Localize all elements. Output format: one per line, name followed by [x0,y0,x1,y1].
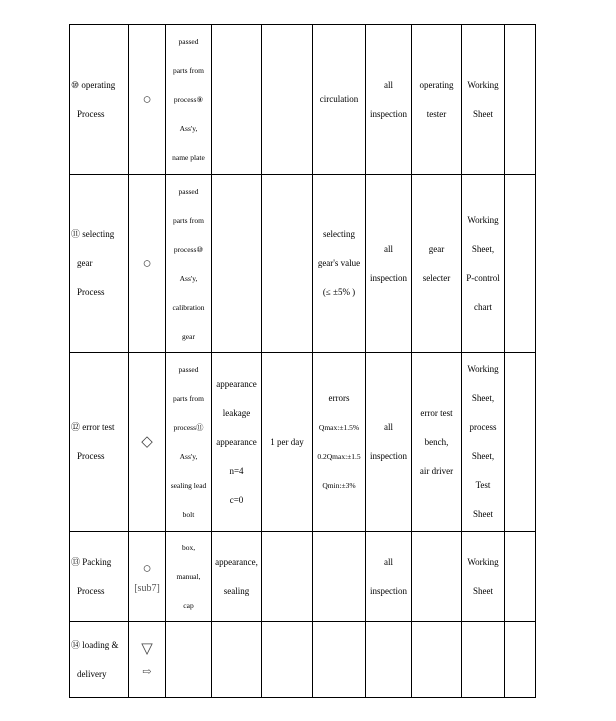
process-name-cell [70,175,129,353]
document-cell [462,175,505,353]
document-line: Working [467,214,499,225]
process-symbol-icon: ○ [142,91,152,108]
parts-cell [166,532,212,622]
process-name-content [70,548,128,606]
frequency-content [262,428,312,457]
parts-line: parts from [172,215,205,225]
process-name-line: ⑬ Packing [71,556,112,567]
frequency-cell [262,175,313,353]
check-line: c=0 [229,494,244,505]
frequency-cell [262,25,313,175]
document-line: Test [475,480,491,490]
empty-cell [505,622,536,698]
method-line: Qmax:±1.5% [318,423,360,432]
document-line: process [469,422,497,432]
document-line: Sheet, [471,243,495,254]
process-symbol-icon: ○ [142,255,152,272]
process-name-line: Process [77,585,105,596]
document-line: Working [467,364,499,374]
parts-line: bolt [182,510,195,519]
parts-cell [166,622,212,698]
process-name-line: ⑭ loading & [71,639,119,650]
check-content [212,370,261,515]
check-line: leakage [222,407,251,418]
check-line: n=4 [229,465,244,476]
empty-cell [505,532,536,622]
method-cell [313,175,366,353]
parts-line: gear [182,331,195,341]
table-row [70,175,536,353]
parts-cell [166,175,212,353]
parts-line: parts from [172,394,205,403]
process-name-line: Process [77,287,105,297]
equipment-line: tester [426,108,447,119]
inspection-content [366,235,411,293]
parts-line: process⑨ [173,95,204,104]
symbol-content [129,88,165,112]
check-cell [212,175,262,353]
method-cell [313,622,366,698]
empty-cell [505,175,536,353]
parts-line: process⑪ [173,423,204,432]
method-content [313,85,365,114]
process-name-line: gear [77,258,93,268]
symbol-cell [129,622,166,698]
process-symbol-icon: ◇ [141,434,153,450]
equipment-content [412,235,461,293]
symbol-cell [129,25,166,175]
check-cell [212,622,262,698]
symbol-cell [129,175,166,353]
check-line: appearance [216,436,257,447]
method-cell [313,25,366,175]
process-symbol-icon: ○ [142,560,152,577]
method-cell [313,353,366,532]
parts-content [166,533,211,620]
check-cell [212,353,262,532]
frequency-cell [262,622,313,698]
symbol-content [129,430,165,454]
process-name-content [70,220,128,307]
parts-cell [166,353,212,532]
arrow-right-icon: ⇨ [142,665,152,678]
document-line: Working [467,556,499,567]
parts-content [166,27,211,172]
symbol-cell [129,532,166,622]
document-cell [462,622,505,698]
parts-line: Ass'y, [179,452,198,461]
method-line: (≤ ±5% ) [322,287,356,297]
inspection-cell [366,353,412,532]
process-name-content [70,71,128,129]
inspection-cell [366,532,412,622]
empty-cell [505,25,536,175]
method-line: Qmin:±3% [322,481,356,490]
process-name-line: ⑩ operating [71,79,116,90]
check-content [212,548,261,606]
parts-content [166,177,211,351]
frequency-cell [262,353,313,532]
inspection-line: inspection [370,272,407,283]
process-name-cell [70,25,129,175]
check-line: appearance [216,378,257,389]
document-content [462,71,504,129]
frequency-cell [262,532,313,622]
check-line: sealing [223,585,250,596]
equipment-content [412,71,461,129]
inspection-cell [366,622,412,698]
table-row [70,622,536,698]
parts-line: process⑩ [173,244,204,254]
empty-cell [505,353,536,532]
equipment-cell [412,175,462,353]
parts-line: calibration [172,302,205,312]
parts-line: passed [178,37,199,46]
process-control-table [69,24,536,698]
document-cell [462,25,505,175]
document-line: Sheet [473,509,493,519]
check-line: appearance, [215,556,258,567]
process-name-content [70,413,128,471]
method-content [313,384,365,500]
process-name-line: Process [77,451,105,461]
inspection-content [366,71,411,129]
inspection-cell [366,25,412,175]
document-cell [462,532,505,622]
equipment-cell [412,532,462,622]
process-name-cell [70,622,129,698]
equipment-line: error test [420,407,453,418]
parts-content [166,355,211,529]
process-name-cell [70,532,129,622]
process-name-line: ⑫ error test [71,422,115,432]
parts-line: parts from [172,66,205,75]
document-line: Sheet, [471,393,495,403]
method-cell [313,532,366,622]
check-cell [212,532,262,622]
process-name-line: delivery [77,668,107,679]
document-content [462,206,504,322]
parts-line: box, [181,543,196,552]
parts-line: name plate [172,153,205,162]
parts-line: sealing lead [170,481,207,490]
inspection-content [366,548,411,606]
process-name-cell [70,353,129,532]
method-line: circulation [319,94,359,104]
parts-line: cap [183,601,194,610]
process-name-line: Process [77,108,105,119]
symbol-content [129,252,165,276]
parts-line: Ass'y, [179,273,198,283]
equipment-content [412,399,461,486]
document-line: P-control [466,272,500,283]
equipment-line: bench, [424,436,449,447]
document-content [462,355,504,529]
method-line: gear's value [317,258,361,268]
method-content [313,220,365,307]
frequency-value: 1 per day [270,436,304,447]
equipment-line: air driver [419,465,454,476]
method-line: selecting [323,229,355,239]
check-cell [212,25,262,175]
parts-cell [166,25,212,175]
inspection-line: all [384,79,393,90]
equipment-line: operating [419,79,454,90]
document-line: Sheet, [471,451,495,461]
parts-line: passed [178,365,199,374]
symbol-content [129,557,165,597]
document-cell [462,353,505,532]
symbol-cell [129,353,166,532]
inspection-line: inspection [370,585,407,596]
symbol-content [129,637,165,683]
document-content [462,548,504,606]
process-symbol-icon: ▽ [141,640,153,657]
parts-line: Ass'y, [179,124,198,133]
document-line: Sheet [473,585,493,596]
equipment-line: selecter [422,272,451,283]
parts-line: passed [178,186,199,196]
inspection-line: all [384,243,393,254]
method-line: errors [328,393,350,403]
process-name-line: ⑪ selecting [71,229,115,239]
inspection-content [366,413,411,471]
process-name-content [70,631,128,689]
document-line: Working [467,79,499,90]
inspection-line: inspection [370,451,407,461]
inspection-line: all [384,556,393,567]
document-line: chart [474,301,492,312]
sub-reference: [sub7] [134,582,160,594]
equipment-cell [412,622,462,698]
equipment-cell [412,25,462,175]
method-line: 0.2Qmax:±1.5 [317,452,361,461]
table-row [70,532,536,622]
table-row [70,353,536,532]
inspection-cell [366,175,412,353]
document-line: Sheet [473,108,493,119]
equipment-line: gear [428,243,445,254]
inspection-line: inspection [370,108,407,119]
inspection-line: all [384,422,393,432]
table-row [70,25,536,175]
parts-line: manual, [176,572,201,581]
equipment-cell [412,353,462,532]
